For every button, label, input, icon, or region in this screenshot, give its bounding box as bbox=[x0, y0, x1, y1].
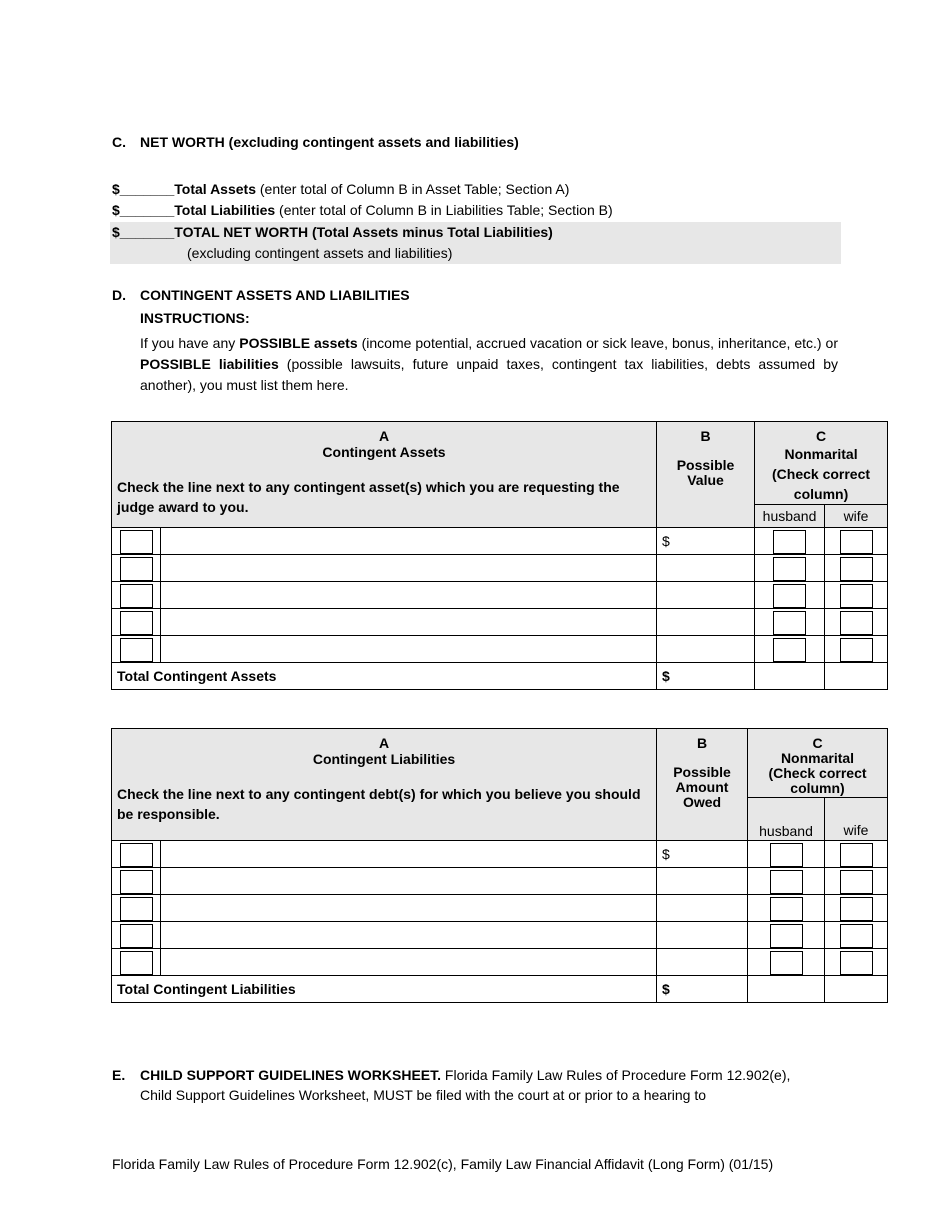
assets-col-c-letter: C bbox=[815, 428, 827, 444]
asset-value[interactable] bbox=[657, 636, 755, 663]
assets-total-label: Total Contingent Assets bbox=[112, 663, 657, 690]
liabilities-col-b-header bbox=[657, 729, 748, 841]
section-e-text-2: Child Support Guidelines Worksheet, MUST be filed with the court at or prior to a hearing to bbox=[140, 1087, 706, 1103]
section-d-heading: CONTINGENT ASSETS AND LIABILITIES bbox=[140, 287, 410, 303]
assets-row bbox=[112, 555, 888, 582]
asset-wife-checkbox[interactable] bbox=[840, 530, 873, 554]
liabilities-total-wife bbox=[825, 976, 888, 1003]
liabilities-row bbox=[112, 868, 888, 895]
net-worth-sub: (excluding contingent assets and liabilities) bbox=[187, 245, 453, 261]
liabilities-total-husband bbox=[748, 976, 825, 1003]
liabilities-wife-header: wife bbox=[825, 798, 888, 841]
liability-checkbox[interactable] bbox=[120, 843, 153, 867]
liability-husband-checkbox[interactable] bbox=[770, 843, 803, 867]
total-assets-note: (enter total of Column B in Asset Table; Section A) bbox=[256, 181, 570, 197]
liabilities-row bbox=[112, 895, 888, 922]
net-worth-blank[interactable]: $_______ bbox=[112, 224, 175, 240]
liability-wife-checkbox[interactable] bbox=[840, 870, 873, 894]
total-assets-blank[interactable]: $_______ bbox=[112, 181, 175, 197]
instr-possible-assets: POSSIBLE assets bbox=[239, 335, 358, 351]
liabilities-col-a-instruction: Check the line next to any contingent debt(s) for which you believe you should be responsible. bbox=[117, 786, 641, 822]
liabilities-col-a-header bbox=[112, 729, 657, 841]
liability-description[interactable] bbox=[161, 868, 657, 895]
asset-checkbox[interactable] bbox=[120, 584, 153, 608]
assets-total-husband bbox=[755, 663, 825, 690]
liabilities-col-a-title: Contingent Liabilities bbox=[312, 751, 456, 767]
section-e-heading: CHILD SUPPORT GUIDELINES WORKSHEET. bbox=[140, 1067, 442, 1083]
asset-checkbox[interactable] bbox=[120, 638, 153, 662]
assets-total-row bbox=[112, 663, 888, 690]
liabilities-col-c-header bbox=[748, 729, 888, 798]
liability-amount[interactable] bbox=[657, 949, 748, 976]
asset-wife-checkbox[interactable] bbox=[840, 584, 873, 608]
section-d-letter: D. bbox=[112, 287, 126, 303]
total-liabilities-blank[interactable]: $_______ bbox=[112, 202, 175, 218]
asset-description[interactable] bbox=[161, 528, 657, 555]
liability-husband-checkbox[interactable] bbox=[770, 870, 803, 894]
liability-description[interactable] bbox=[161, 841, 657, 868]
liabilities-total-label: Total Contingent Liabilities bbox=[112, 976, 657, 1003]
liabilities-row bbox=[112, 922, 888, 949]
asset-wife-checkbox[interactable] bbox=[840, 638, 873, 662]
section-e-line-1 bbox=[140, 1066, 790, 1085]
section-e-letter: E. bbox=[112, 1067, 126, 1083]
liabilities-col-c-title: Nonmarital (Check correct column) bbox=[768, 750, 867, 796]
contingent-liabilities-table bbox=[111, 728, 888, 1003]
assets-col-a-instruction: Check the line next to any contingent asset(s) which you are requesting the judge award to you. bbox=[117, 479, 620, 515]
instructions-paragraph bbox=[140, 333, 838, 396]
assets-col-c-header bbox=[755, 422, 888, 505]
liability-description[interactable] bbox=[161, 895, 657, 922]
liabilities-total-value[interactable]: $ bbox=[657, 976, 748, 1003]
total-liabilities-label: Total Liabilities bbox=[174, 202, 276, 218]
liability-wife-checkbox[interactable] bbox=[840, 897, 873, 921]
liability-amount[interactable]: $ bbox=[657, 841, 748, 868]
total-assets-line bbox=[112, 180, 569, 199]
assets-wife-header: wife bbox=[825, 505, 888, 528]
contingent-assets-table bbox=[111, 421, 888, 690]
assets-col-b-title: Possible Value bbox=[676, 457, 735, 488]
liability-amount[interactable] bbox=[657, 868, 748, 895]
asset-value[interactable] bbox=[657, 582, 755, 609]
liability-wife-checkbox[interactable] bbox=[840, 843, 873, 867]
liability-amount[interactable] bbox=[657, 895, 748, 922]
asset-husband-checkbox[interactable] bbox=[773, 584, 806, 608]
assets-row bbox=[112, 528, 888, 555]
assets-col-a-title: Contingent Assets bbox=[322, 444, 446, 460]
liabilities-col-a-letter: A bbox=[378, 735, 390, 751]
liability-amount[interactable] bbox=[657, 922, 748, 949]
liability-checkbox[interactable] bbox=[120, 870, 153, 894]
assets-col-a-letter: A bbox=[378, 428, 390, 444]
liability-checkbox[interactable] bbox=[120, 924, 153, 948]
asset-description[interactable] bbox=[161, 555, 657, 582]
liability-husband-checkbox[interactable] bbox=[770, 897, 803, 921]
asset-husband-checkbox[interactable] bbox=[773, 638, 806, 662]
assets-row bbox=[112, 636, 888, 663]
section-c-letter: C. bbox=[112, 134, 126, 150]
asset-checkbox[interactable] bbox=[120, 611, 153, 635]
assets-row bbox=[112, 582, 888, 609]
assets-col-a-header bbox=[112, 422, 657, 528]
assets-col-b-header bbox=[657, 422, 755, 528]
liabilities-total-row bbox=[112, 976, 888, 1003]
instr-part-1: If you have any bbox=[140, 335, 240, 351]
asset-wife-checkbox[interactable] bbox=[840, 557, 873, 581]
instr-part-5: (possible lawsuits, future unpaid taxes, contingent tax liabilities, debts assumed by another), you must list them here. bbox=[140, 356, 838, 393]
asset-description[interactable] bbox=[161, 609, 657, 636]
asset-value[interactable] bbox=[657, 555, 755, 582]
total-liabilities-note: (enter total of Column B in Liabilities Table; Section B) bbox=[275, 202, 613, 218]
liabilities-row bbox=[112, 841, 888, 868]
liabilities-col-b-title: Possible Amount Owed bbox=[673, 764, 731, 810]
liabilities-col-c-letter: C bbox=[812, 735, 823, 751]
liability-checkbox[interactable] bbox=[120, 951, 153, 975]
section-e-text-1: Florida Family Law Rules of Procedure Form 12.902(e), bbox=[441, 1067, 791, 1083]
asset-husband-checkbox[interactable] bbox=[773, 611, 806, 635]
liabilities-row bbox=[112, 949, 888, 976]
assets-total-value[interactable]: $ bbox=[657, 663, 755, 690]
asset-husband-checkbox[interactable] bbox=[773, 530, 806, 554]
asset-description[interactable] bbox=[161, 582, 657, 609]
instructions-label: INSTRUCTIONS: bbox=[140, 310, 250, 326]
instr-part-3: (income potential, accrued vacation or sick leave, bonus, inheritance, etc.) or bbox=[357, 335, 839, 351]
asset-husband-checkbox[interactable] bbox=[773, 557, 806, 581]
liability-husband-checkbox[interactable] bbox=[770, 924, 803, 948]
liability-description[interactable] bbox=[161, 922, 657, 949]
page-footer: Florida Family Law Rules of Procedure Form 12.902(c), Family Law Financial Affidavit (Long Form) (01/15) bbox=[112, 1156, 774, 1172]
liabilities-col-b-letter: B bbox=[696, 735, 708, 751]
liability-description[interactable] bbox=[161, 949, 657, 976]
assets-row bbox=[112, 609, 888, 636]
total-assets-label: Total Assets bbox=[174, 181, 256, 197]
net-worth-line bbox=[112, 223, 553, 242]
asset-checkbox[interactable] bbox=[120, 530, 153, 554]
liability-wife-checkbox[interactable] bbox=[840, 924, 873, 948]
assets-total-wife bbox=[825, 663, 888, 690]
asset-wife-checkbox[interactable] bbox=[840, 611, 873, 635]
section-c-heading: NET WORTH (excluding contingent assets and liabilities) bbox=[140, 134, 519, 150]
instr-possible-liabilities: POSSIBLE liabilities bbox=[140, 356, 279, 372]
asset-checkbox[interactable] bbox=[120, 557, 153, 581]
assets-col-c-title: Nonmarital (Check correct column) bbox=[772, 446, 871, 502]
assets-husband-header: husband bbox=[755, 505, 825, 528]
asset-value[interactable] bbox=[657, 609, 755, 636]
liability-checkbox[interactable] bbox=[120, 897, 153, 921]
liability-wife-checkbox[interactable] bbox=[840, 951, 873, 975]
assets-col-b-letter: B bbox=[700, 428, 711, 444]
asset-description[interactable] bbox=[161, 636, 657, 663]
net-worth-label: TOTAL NET WORTH (Total Assets minus Total Liabilities) bbox=[174, 224, 553, 240]
liabilities-husband-header: husband bbox=[748, 798, 825, 841]
asset-value[interactable]: $ bbox=[657, 528, 755, 555]
liability-husband-checkbox[interactable] bbox=[770, 951, 803, 975]
total-liabilities-line bbox=[112, 201, 613, 220]
